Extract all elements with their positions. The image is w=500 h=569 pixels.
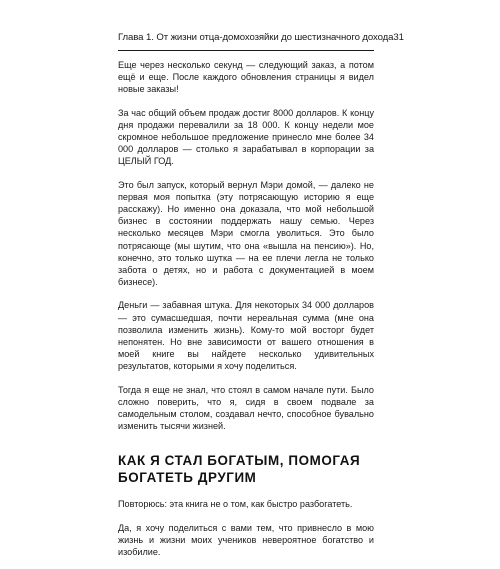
paragraph: Да, я хочу поделиться с вами тем, что привнесло в мою жизнь и жизни моих учеников невероятное богатство и изобилие. <box>118 522 374 558</box>
paragraph: Деньги — забавная штука. Для некоторых 34 000 долларов — это сумасшедшая, почти нереальная сумма (мне она позволила изменить жизнь). Кому-то мой восторг будет непонятен. Но вне зависимости от вашего отношения в моей книге вы найдете несколько удивительных результатов, которыми я хочу поделиться. <box>118 300 374 372</box>
page-body <box>118 59 374 569</box>
paragraph: Это был запуск, который вернул Мэри домой, — далеко не первая моя попытка (эту потрясающую историю я еще расскажу). Но именно она доказала, что мой небольшой бизнес в состоянии поддержать нашу семью. Через несколько месяцев Мэри смогла уволиться. Это было потрясающе (мы шутим, что она «вышла на пенсию»). Но, конечно, это только шутка — на ее плечи легла не только забота о детях, но и работа с документацией в моем бизнесе). <box>118 179 374 288</box>
paragraph: За час общий объем продаж достиг 8000 долларов. К концу дня продажи перевалили за 18 000. К концу недели мое скромное небольшое предложение принесло мне более 34 000 долларов — столько я зарабатывал в корпорации за ЦЕЛЫЙ ГОД. <box>118 107 374 167</box>
paragraph: Тогда я еще не знал, что стоял в самом начале пути. Было сложно поверить, что я, сидя в своем подвале за самодельным столом, создавал нечто, способное бувально изменить тысячи жизней. <box>118 384 374 432</box>
paragraph: Повторюсь: эта книга не о том, как быстро разбогатеть. <box>118 499 353 510</box>
running-title: Глава 1. От жизни отца-домохозяйки до шестизначного дохода <box>118 32 394 43</box>
section-heading-line: КАК Я СТАЛ БОГАТЫМ, ПОМОГАЯ <box>118 453 361 469</box>
paragraph: Еще через несколько секунд — следующий заказ, а потом ещё и еще. После каждого обновления страницы я видел новые заказы! <box>118 60 374 95</box>
page-number: 31 <box>393 32 404 43</box>
section-heading <box>118 452 374 486</box>
running-header <box>118 32 404 51</box>
section-heading-line: БОГАТЕТЬ ДРУГИМ <box>118 470 257 486</box>
